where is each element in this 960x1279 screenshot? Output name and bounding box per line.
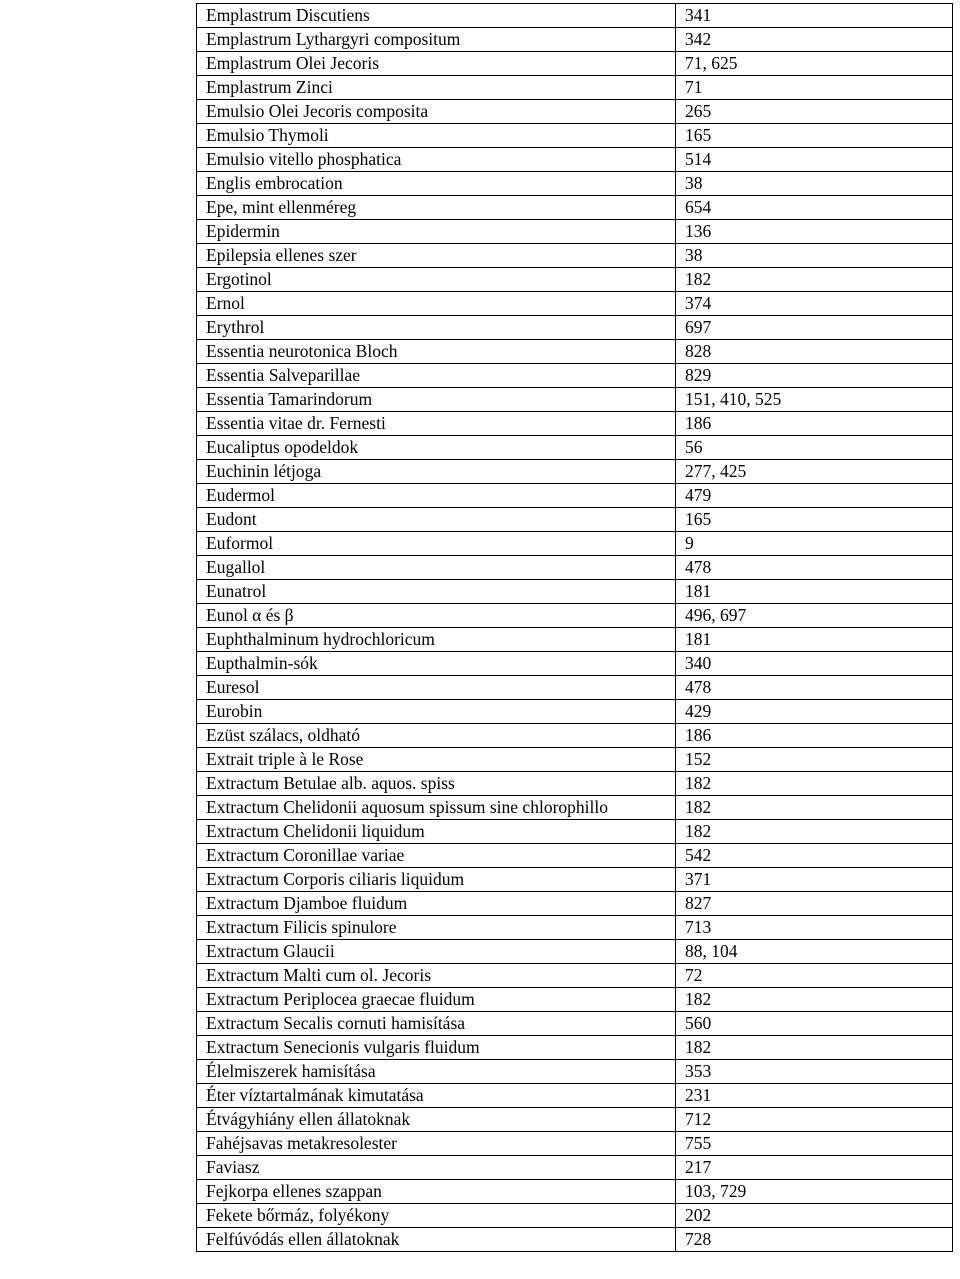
table-row — [197, 700, 953, 724]
table-row — [197, 76, 953, 100]
index-pages-cell: 136 — [676, 220, 953, 244]
table-row — [197, 820, 953, 844]
table-row — [197, 1036, 953, 1060]
table-row — [197, 292, 953, 316]
index-term-cell: Epidermin — [197, 220, 676, 244]
index-pages-cell: 353 — [676, 1060, 953, 1084]
table-row — [197, 1012, 953, 1036]
index-pages-cell: 231 — [676, 1084, 953, 1108]
table-row — [197, 628, 953, 652]
index-term-cell: Emplastrum Zinci — [197, 76, 676, 100]
index-term-cell: Emplastrum Lythargyri compositum — [197, 28, 676, 52]
table-row — [197, 844, 953, 868]
index-term-cell: Extractum Djamboe fluidum — [197, 892, 676, 916]
index-pages-cell: 371 — [676, 868, 953, 892]
index-term-cell: Extractum Malti cum ol. Jecoris — [197, 964, 676, 988]
table-row — [197, 460, 953, 484]
index-table-body — [197, 4, 953, 1252]
table-row — [197, 580, 953, 604]
index-term-cell: Eudermol — [197, 484, 676, 508]
index-term-cell: Fejkorpa ellenes szappan — [197, 1180, 676, 1204]
index-pages-cell: 71 — [676, 76, 953, 100]
index-term-cell: Emplastrum Discutiens — [197, 4, 676, 28]
index-term-cell: Extractum Chelidonii liquidum — [197, 820, 676, 844]
table-row — [197, 892, 953, 916]
index-term-cell: Ezüst szálacs, oldható — [197, 724, 676, 748]
index-pages-cell: 829 — [676, 364, 953, 388]
index-term-cell: Englis embrocation — [197, 172, 676, 196]
index-term-cell: Emulsio Thymoli — [197, 124, 676, 148]
table-row — [197, 52, 953, 76]
table-row — [197, 1156, 953, 1180]
index-pages-cell: 478 — [676, 676, 953, 700]
index-pages-cell: 186 — [676, 412, 953, 436]
index-term-cell: Éter víztartalmának kimutatása — [197, 1084, 676, 1108]
index-term-cell: Extractum Periplocea graecae fluidum — [197, 988, 676, 1012]
index-term-cell: Eurobin — [197, 700, 676, 724]
table-row — [197, 1180, 953, 1204]
table-row — [197, 772, 953, 796]
index-pages-cell: 342 — [676, 28, 953, 52]
index-term-cell: Extractum Coronillae variae — [197, 844, 676, 868]
index-pages-cell: 103, 729 — [676, 1180, 953, 1204]
index-pages-cell: 165 — [676, 508, 953, 532]
index-term-cell: Euresol — [197, 676, 676, 700]
index-pages-cell: 828 — [676, 340, 953, 364]
index-term-cell: Faviasz — [197, 1156, 676, 1180]
index-pages-cell: 374 — [676, 292, 953, 316]
table-row — [197, 1108, 953, 1132]
table-row — [197, 244, 953, 268]
index-pages-cell: 697 — [676, 316, 953, 340]
table-row — [197, 964, 953, 988]
index-term-cell: Emplastrum Olei Jecoris — [197, 52, 676, 76]
index-term-cell: Felfúvódás ellen állatoknak — [197, 1228, 676, 1252]
table-row — [197, 652, 953, 676]
index-pages-cell: 182 — [676, 772, 953, 796]
index-term-cell: Emulsio vitello phosphatica — [197, 148, 676, 172]
index-pages-cell: 265 — [676, 100, 953, 124]
index-term-cell: Epilepsia ellenes szer — [197, 244, 676, 268]
table-row — [197, 1132, 953, 1156]
index-term-cell: Fahéjsavas metakresolester — [197, 1132, 676, 1156]
index-pages-cell: 429 — [676, 700, 953, 724]
index-pages-cell: 827 — [676, 892, 953, 916]
table-row — [197, 196, 953, 220]
table-row — [197, 1204, 953, 1228]
index-pages-cell: 165 — [676, 124, 953, 148]
index-pages-cell: 38 — [676, 172, 953, 196]
index-pages-cell: 542 — [676, 844, 953, 868]
index-pages-cell: 9 — [676, 532, 953, 556]
index-pages-cell: 202 — [676, 1204, 953, 1228]
table-row — [197, 28, 953, 52]
table-row — [197, 532, 953, 556]
table-row — [197, 916, 953, 940]
table-row — [197, 436, 953, 460]
table-row — [197, 940, 953, 964]
index-pages-cell: 182 — [676, 268, 953, 292]
index-pages-cell: 217 — [676, 1156, 953, 1180]
index-pages-cell: 181 — [676, 628, 953, 652]
index-term-cell: Emulsio Olei Jecoris composita — [197, 100, 676, 124]
index-term-cell: Extractum Secalis cornuti hamisítása — [197, 1012, 676, 1036]
index-term-cell: Eunol α és β — [197, 604, 676, 628]
table-row — [197, 748, 953, 772]
index-pages-cell: 88, 104 — [676, 940, 953, 964]
table-row — [197, 364, 953, 388]
index-term-cell: Erythrol — [197, 316, 676, 340]
index-pages-cell: 340 — [676, 652, 953, 676]
index-term-cell: Ernol — [197, 292, 676, 316]
table-row — [197, 316, 953, 340]
table-row — [197, 604, 953, 628]
index-term-cell: Epe, mint ellenméreg — [197, 196, 676, 220]
index-term-cell: Extractum Corporis ciliaris liquidum — [197, 868, 676, 892]
index-pages-cell: 182 — [676, 820, 953, 844]
index-pages-cell: 186 — [676, 724, 953, 748]
index-term-cell: Extractum Betulae alb. aquos. spiss — [197, 772, 676, 796]
index-pages-cell: 478 — [676, 556, 953, 580]
index-pages-cell: 654 — [676, 196, 953, 220]
index-term-cell: Extractum Chelidonii aquosum spissum sine chlorophillo — [197, 796, 676, 820]
table-row — [197, 484, 953, 508]
index-pages-cell: 151, 410, 525 — [676, 388, 953, 412]
index-pages-cell: 182 — [676, 988, 953, 1012]
index-pages-cell: 341 — [676, 4, 953, 28]
index-pages-cell: 712 — [676, 1108, 953, 1132]
index-term-cell: Essentia Salveparillae — [197, 364, 676, 388]
index-term-cell: Eugallol — [197, 556, 676, 580]
index-term-cell: Essentia vitae dr. Fernesti — [197, 412, 676, 436]
index-term-cell: Élelmiszerek hamisítása — [197, 1060, 676, 1084]
index-pages-cell: 496, 697 — [676, 604, 953, 628]
index-table — [196, 3, 953, 1252]
table-row — [197, 148, 953, 172]
table-row — [197, 796, 953, 820]
index-term-cell: Eunatrol — [197, 580, 676, 604]
index-term-cell: Essentia neurotonica Bloch — [197, 340, 676, 364]
index-term-cell: Euformol — [197, 532, 676, 556]
index-term-cell: Euphthalminum hydrochloricum — [197, 628, 676, 652]
table-row — [197, 868, 953, 892]
index-term-cell: Étvágyhiány ellen állatoknak — [197, 1108, 676, 1132]
table-row — [197, 124, 953, 148]
index-pages-cell: 182 — [676, 1036, 953, 1060]
index-term-cell: Eucaliptus opodeldok — [197, 436, 676, 460]
index-pages-cell: 182 — [676, 796, 953, 820]
index-term-cell: Extractum Glaucii — [197, 940, 676, 964]
table-row — [197, 1084, 953, 1108]
table-row — [197, 724, 953, 748]
table-row — [197, 4, 953, 28]
index-pages-cell: 479 — [676, 484, 953, 508]
index-term-cell: Extractum Senecionis vulgaris fluidum — [197, 1036, 676, 1060]
index-term-cell: Eudont — [197, 508, 676, 532]
table-row — [197, 988, 953, 1012]
table-row — [197, 388, 953, 412]
index-pages-cell: 152 — [676, 748, 953, 772]
table-row — [197, 676, 953, 700]
index-pages-cell: 56 — [676, 436, 953, 460]
index-pages-cell: 38 — [676, 244, 953, 268]
table-row — [197, 1060, 953, 1084]
index-pages-cell: 71, 625 — [676, 52, 953, 76]
table-row — [197, 412, 953, 436]
table-row — [197, 340, 953, 364]
index-pages-cell: 755 — [676, 1132, 953, 1156]
table-row — [197, 172, 953, 196]
index-pages-cell: 713 — [676, 916, 953, 940]
index-term-cell: Ergotinol — [197, 268, 676, 292]
index-term-cell: Eupthalmin-sók — [197, 652, 676, 676]
index-term-cell: Extrait triple à le Rose — [197, 748, 676, 772]
index-pages-cell: 728 — [676, 1228, 953, 1252]
table-row — [197, 1228, 953, 1252]
table-row — [197, 556, 953, 580]
index-pages-cell: 514 — [676, 148, 953, 172]
table-row — [197, 220, 953, 244]
table-row — [197, 100, 953, 124]
table-row — [197, 268, 953, 292]
index-term-cell: Euchinin létjoga — [197, 460, 676, 484]
index-pages-cell: 72 — [676, 964, 953, 988]
index-pages-cell: 181 — [676, 580, 953, 604]
table-row — [197, 508, 953, 532]
index-term-cell: Essentia Tamarindorum — [197, 388, 676, 412]
index-pages-cell: 560 — [676, 1012, 953, 1036]
index-term-cell: Fekete bőrmáz, folyékony — [197, 1204, 676, 1228]
index-pages-cell: 277, 425 — [676, 460, 953, 484]
index-term-cell: Extractum Filicis spinulore — [197, 916, 676, 940]
